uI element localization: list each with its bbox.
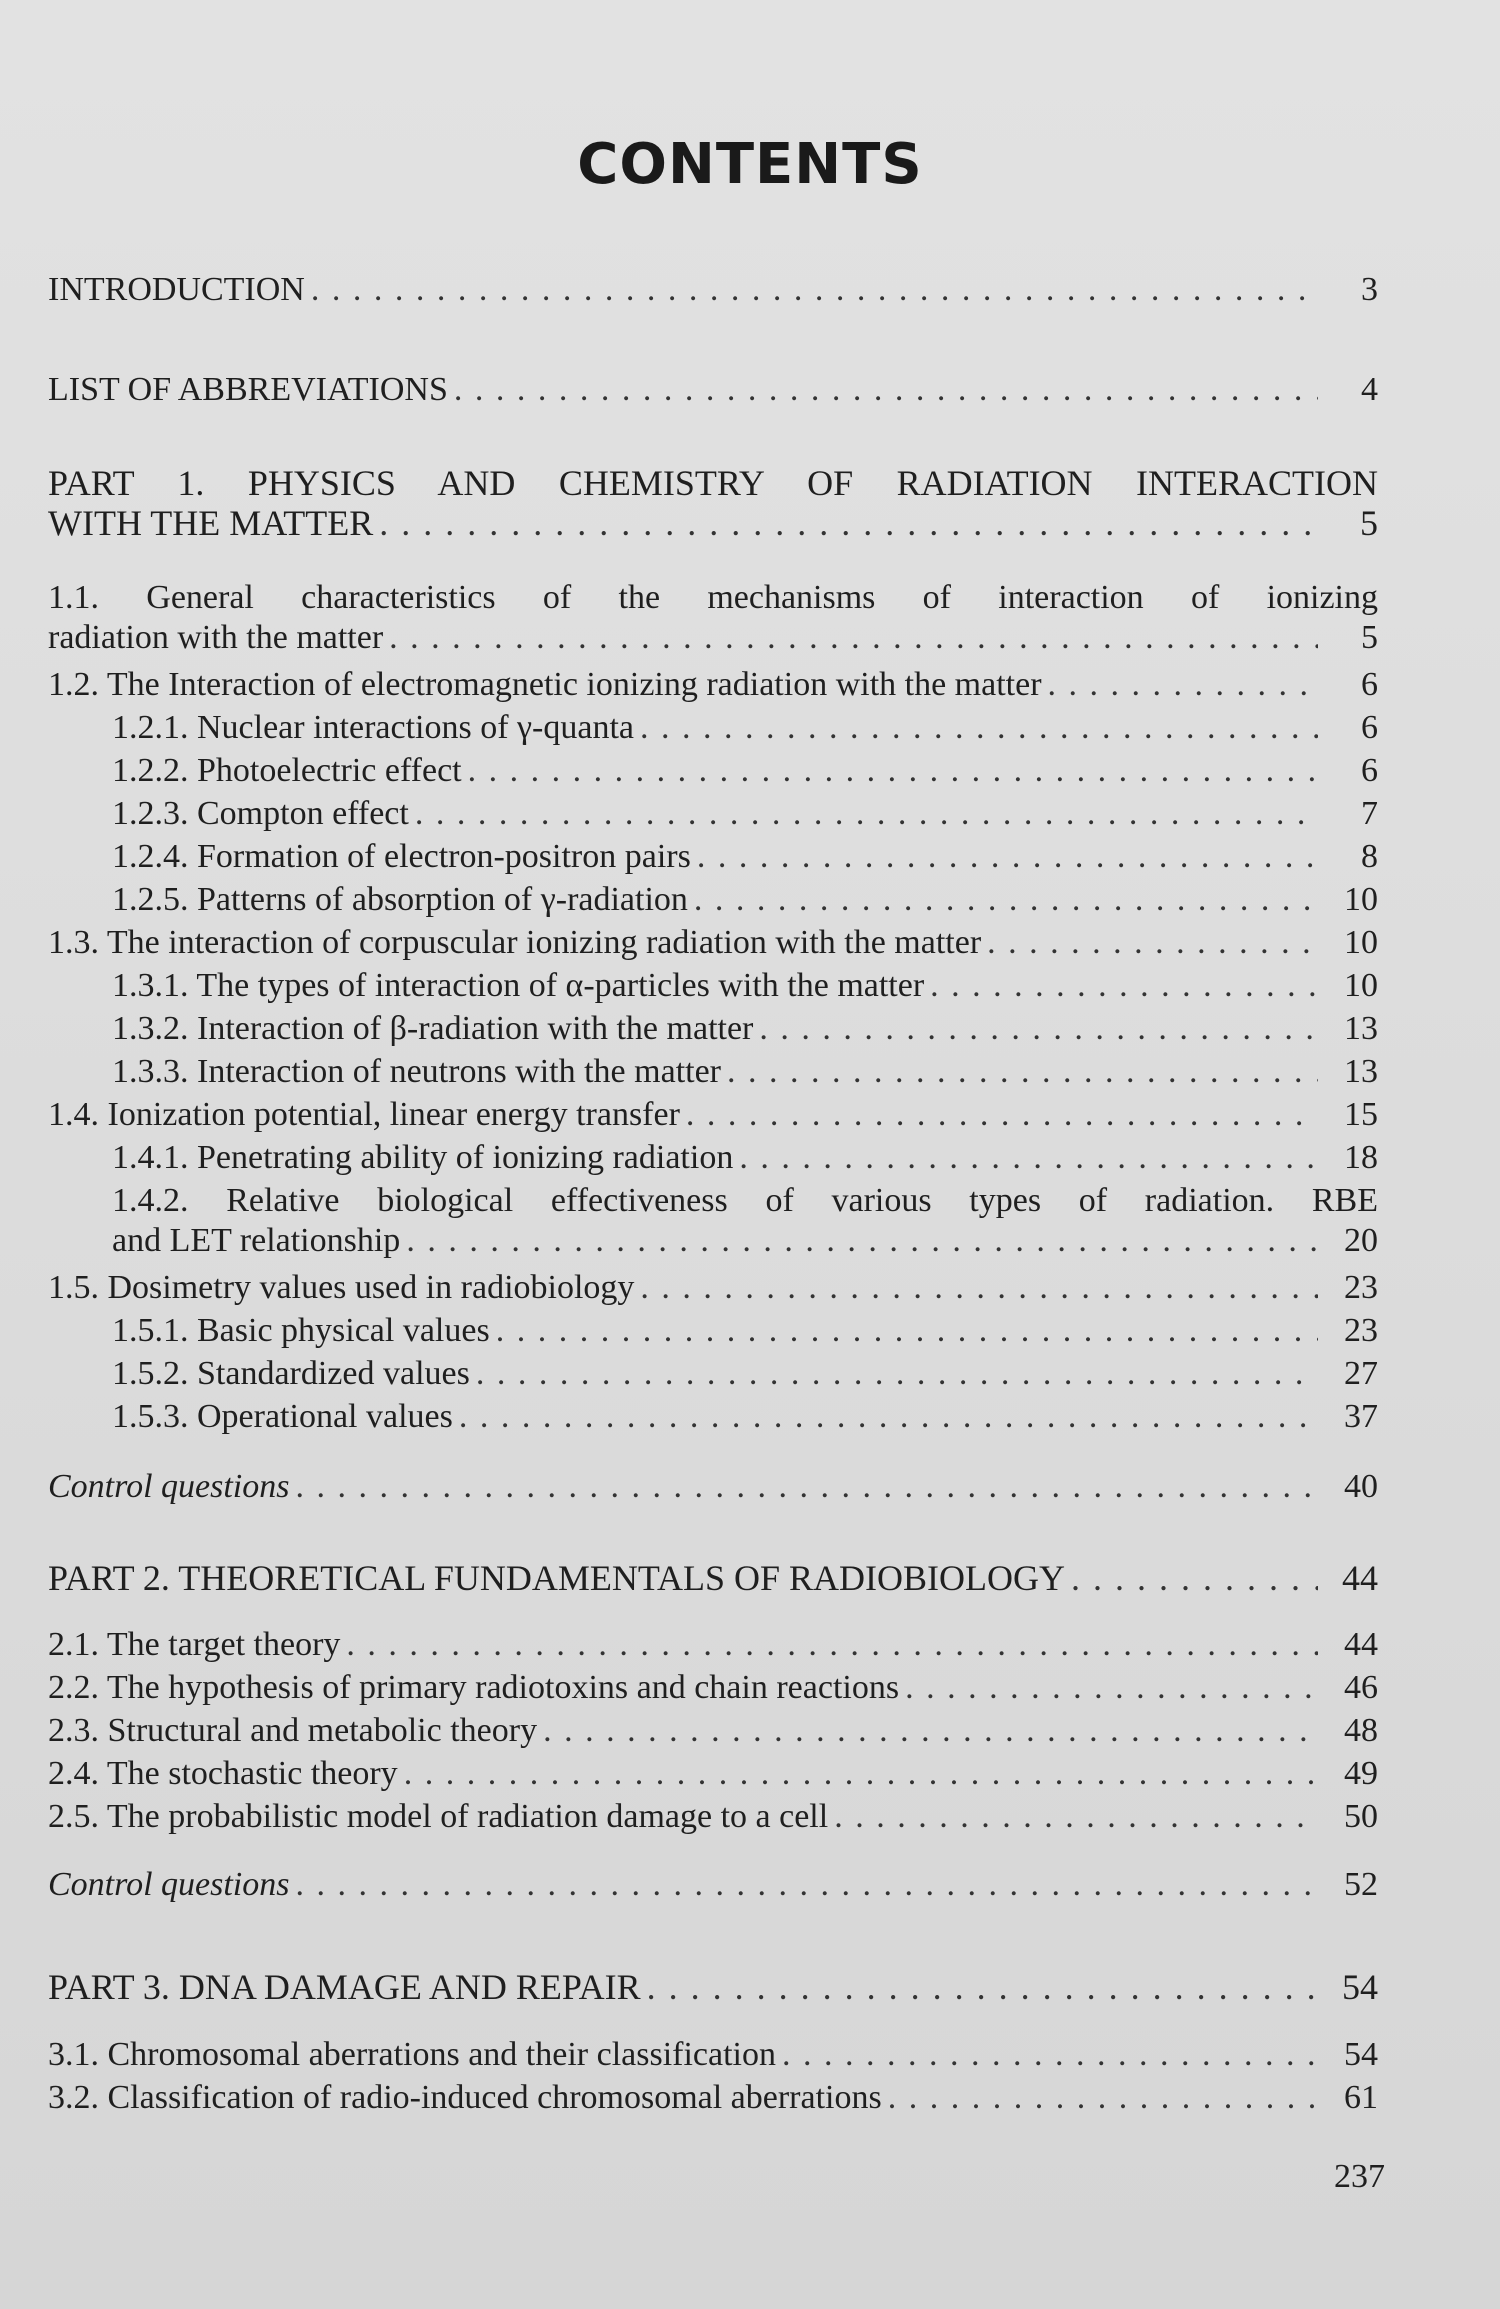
toc-entry-text: 3.1. Chromosomal aberrations and their classification	[48, 2036, 776, 2073]
toc-page-number: 49	[1344, 1755, 1378, 1792]
toc-entry-1-3	[48, 923, 1378, 963]
toc-entry-1-2-1	[112, 708, 1378, 748]
toc-page-number: 23	[1344, 1312, 1378, 1349]
toc-entry-introduction	[48, 270, 1378, 310]
dot-leader	[415, 794, 1318, 834]
toc-entry-text: and LET relationship	[112, 1222, 401, 1259]
toc-entry-text: 1.3.2. Interaction of β-radiation with the matter	[112, 1010, 754, 1047]
toc-entry-text: 1.5. Dosimetry values used in radiobiology	[48, 1269, 635, 1306]
toc-entry-1-4	[48, 1095, 1378, 1135]
dot-leader	[739, 1138, 1318, 1178]
toc-page-number: 4	[1361, 371, 1378, 408]
toc-entry-1-5-3	[112, 1397, 1378, 1437]
toc-entry-text: 3.2. Classification of radio-induced chromosomal aberrations	[48, 2079, 882, 2116]
toc-entry-control-questions-2	[48, 1865, 1378, 1905]
toc-entry-line1: 1.1. General characteristics of the mechanisms of interaction of ionizing	[48, 579, 1378, 616]
toc-page-number: 46	[1344, 1669, 1378, 1706]
toc-page-number: 61	[1344, 2079, 1378, 2116]
dot-leader	[1048, 665, 1318, 705]
toc-entry-abbreviations	[48, 370, 1378, 410]
toc-entry-3-2	[48, 2078, 1378, 2118]
toc-entry-text: LIST OF ABBREVIATIONS	[48, 371, 448, 408]
toc-entry-text: radiation with the matter	[48, 619, 384, 656]
toc-entry-2-1	[48, 1625, 1378, 1665]
dot-leader	[389, 618, 1318, 658]
toc-entry-text: 1.2.1. Nuclear interactions of γ-quanta	[112, 709, 635, 746]
dot-leader	[888, 2078, 1318, 2118]
toc-page-number: 44	[1342, 1558, 1378, 1598]
dot-leader	[697, 837, 1318, 877]
toc-entry-3-1	[48, 2035, 1378, 2075]
toc-page-number: 10	[1344, 967, 1378, 1004]
dot-leader	[496, 1311, 1318, 1351]
toc-page-number: 40	[1344, 1468, 1378, 1505]
dot-leader	[987, 923, 1318, 963]
dot-leader	[930, 966, 1318, 1006]
toc-page-number: 5	[1361, 619, 1378, 656]
dot-leader	[759, 1009, 1318, 1049]
toc-entry-1-5-1	[112, 1311, 1378, 1351]
toc-entry-1-5	[48, 1268, 1378, 1308]
toc-page-number: 52	[1344, 1866, 1378, 1903]
toc-page-number: 20	[1344, 1222, 1378, 1259]
toc-entry-1-4-1	[112, 1138, 1378, 1178]
toc-page-number: 10	[1344, 881, 1378, 918]
toc-entry-text: Control questions	[48, 1866, 290, 1903]
dot-leader	[406, 1221, 1318, 1261]
toc-entry-1-2-3	[112, 794, 1378, 834]
toc-page-number: 8	[1361, 838, 1378, 875]
dot-leader	[782, 2035, 1318, 2075]
toc-entry-text: 1.5.3. Operational values	[112, 1398, 453, 1435]
dot-leader	[468, 751, 1318, 791]
toc-entry-text: INTRODUCTION	[48, 271, 305, 308]
toc-entry-1-5-2	[112, 1354, 1378, 1394]
toc-page-number: 13	[1344, 1010, 1378, 1047]
dot-leader	[459, 1397, 1318, 1437]
toc-entry-1-1	[48, 578, 1378, 658]
toc-page-number: 54	[1342, 1967, 1378, 2007]
toc-entry-1-3-3	[112, 1052, 1378, 1092]
toc-page-number: 23	[1344, 1269, 1378, 1306]
toc-page-number: 37	[1344, 1398, 1378, 1435]
dot-leader	[379, 503, 1318, 543]
dot-leader	[404, 1754, 1318, 1794]
toc-page-number: 6	[1361, 752, 1378, 789]
dot-leader	[640, 1268, 1318, 1308]
toc-entry-text: 1.3.1. The types of interaction of α-particles with the matter	[112, 967, 925, 1004]
toc-entry-1-3-1	[112, 966, 1378, 1006]
toc-entry-part-2	[48, 1558, 1378, 1598]
toc-entry-text: 2.2. The hypothesis of primary radiotoxins and chain reactions	[48, 1669, 900, 1706]
toc-entry-text: 1.2.4. Formation of electron-positron pairs	[112, 838, 691, 875]
toc-entry-line1: PART 1. PHYSICS AND CHEMISTRY OF RADIATION INTERACTION	[48, 463, 1378, 503]
toc-entry-text: 1.3. The interaction of corpuscular ionizing radiation with the matter	[48, 924, 982, 961]
dot-leader	[686, 1095, 1318, 1135]
toc-page-number: 50	[1344, 1798, 1378, 1835]
toc-entry-text: Control questions	[48, 1468, 290, 1505]
toc-entry-text: 1.2.5. Patterns of absorption of γ-radiation	[112, 881, 688, 918]
toc-page-number: 6	[1361, 709, 1378, 746]
page-number: 237	[1334, 2158, 1385, 2195]
dot-leader	[311, 270, 1318, 310]
toc-entry-line1: 1.4.2. Relative biological effectiveness of various types of radiation. RBE	[112, 1182, 1378, 1219]
dot-leader	[905, 1668, 1318, 1708]
dot-leader	[543, 1711, 1318, 1751]
toc-entry-1-2-2	[112, 751, 1378, 791]
dot-leader	[727, 1052, 1318, 1092]
toc-entry-2-4	[48, 1754, 1378, 1794]
dot-leader	[454, 370, 1318, 410]
toc-page-number: 7	[1361, 795, 1378, 832]
toc-entry-control-questions-1	[48, 1467, 1378, 1507]
toc-entry-text: 1.2. The Interaction of electromagnetic ionizing radiation with the matter	[48, 666, 1042, 703]
toc-entry-part-1	[48, 463, 1378, 543]
toc-page-number: 13	[1344, 1053, 1378, 1090]
toc-entry-text: 1.5.2. Standardized values	[112, 1355, 470, 1392]
toc-entry-1-4-2	[112, 1181, 1378, 1261]
dot-leader	[694, 880, 1318, 920]
toc-entry-text: WITH THE MATTER	[48, 503, 374, 543]
toc-entry-part-3	[48, 1967, 1378, 2007]
toc-page-number: 10	[1344, 924, 1378, 961]
toc-entry-text: 1.5.1. Basic physical values	[112, 1312, 490, 1349]
toc-entry-1-2	[48, 665, 1378, 705]
toc-entry-1-2-4	[112, 837, 1378, 877]
dot-leader	[640, 708, 1318, 748]
toc-page-number: 54	[1344, 2036, 1378, 2073]
dot-leader	[476, 1354, 1318, 1394]
toc-entry-2-3	[48, 1711, 1378, 1751]
toc-page-number: 18	[1344, 1139, 1378, 1176]
dot-leader	[1071, 1558, 1318, 1598]
toc-entry-text: 1.4. Ionization potential, linear energy transfer	[48, 1096, 680, 1133]
dot-leader	[647, 1967, 1318, 2007]
dot-leader	[346, 1625, 1318, 1665]
page-title: CONTENTS	[577, 132, 923, 197]
toc-page-number: 27	[1344, 1355, 1378, 1392]
dot-leader	[296, 1467, 1319, 1507]
toc-entry-text: 1.2.2. Photoelectric effect	[112, 752, 462, 789]
dot-leader	[296, 1865, 1319, 1905]
toc-entry-text: 1.4.1. Penetrating ability of ionizing radiation	[112, 1139, 734, 1176]
toc-entry-1-3-2	[112, 1009, 1378, 1049]
dot-leader	[834, 1797, 1318, 1837]
toc-entry-text: PART 2. THEORETICAL FUNDAMENTALS OF RADIOBIOLOGY	[48, 1558, 1065, 1598]
toc-page-number: 15	[1344, 1096, 1378, 1133]
toc-entry-text: PART 3. DNA DAMAGE AND REPAIR	[48, 1967, 641, 2007]
toc-page-number: 5	[1360, 503, 1378, 543]
toc-entry-2-2	[48, 1668, 1378, 1708]
toc-page-number: 3	[1361, 271, 1378, 308]
toc-entry-text: 2.4. The stochastic theory	[48, 1755, 398, 1792]
toc-page-number: 44	[1344, 1626, 1378, 1663]
toc-entry-text: 2.1. The target theory	[48, 1626, 341, 1663]
toc-entry-text: 1.2.3. Compton effect	[112, 795, 409, 832]
toc-entry-text: 2.3. Structural and metabolic theory	[48, 1712, 538, 1749]
toc-entry-text: 2.5. The probabilistic model of radiation damage to a cell	[48, 1798, 829, 1835]
toc-entry-1-2-5	[112, 880, 1378, 920]
toc-entry-text: 1.3.3. Interaction of neutrons with the matter	[112, 1053, 721, 1090]
toc-page-number: 48	[1344, 1712, 1378, 1749]
toc-page-number: 6	[1361, 666, 1378, 703]
toc-entry-2-5	[48, 1797, 1378, 1837]
